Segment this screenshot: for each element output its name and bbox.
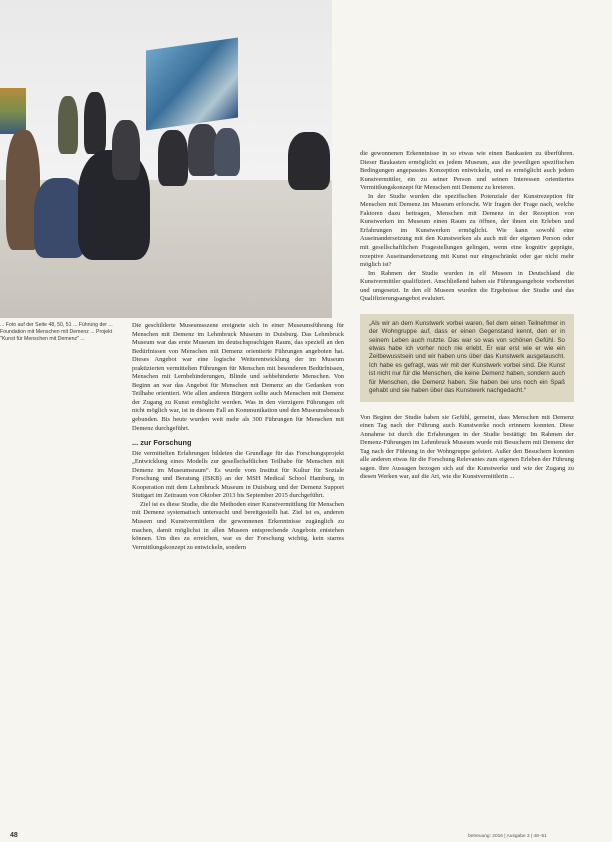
body-paragraph: Von Beginn der Studie haben sie Gefühl, gemeint, dass Menschen mit Demenz einen Tag nach der Führung auch Kunstwerke noch erinnern konnten. Diese Annahme ist durch die Erfahrungen in der Studie bestätigt: Im Rahmen der Demenz-Führungen im Lehmbruck Museum wurde mit Besuchern mit Demenz der Tag nach der Führung in der Wohngruppe gefeiert. Außer den Besuchern konnten alle anderen etwas für die Forschung Relevantes zum eigenen Erleben der Führung sagen. Ihre Aussagen bezogen sich auf die Kunstwerke und wie der Zugang zu diesen Werken war, auf die Art, wie die Kunstvermittlerin ... xyxy=(360,413,574,481)
body-paragraph: Ziel ist es diese Studie, die die Methoden einer Kunstvermittlung für Menschen mit Demenz systematisch untersucht und bereitgestellt hat. Ziel ist es, anderen Museen und Kunstvermittlern die gewonnenen Erkenntnisse zugänglich zu machen, damit möglichst in allen Museen entsprechende Angebote entstehen können. Um dies zu erreichen, war es der Forschung wichtig, kein starres Vermittlungskonzept zu entwickeln, sondern xyxy=(132,500,344,551)
article-column-right xyxy=(360,150,574,482)
body-paragraph: In der Studie wurden die spezifischen Potenziale der Kunstrezeption für Menschen mit Demenz im Museum erforscht. Wir fragen der Frage nach, welche Faktoren dazu beitragen, Menschen mit Demenz in der Rezeption von Kunstwerken im Museum einen Raum zu öffnen, der ihnen ein Erleben und Erfahrungen im Kunstwerken ermöglicht. Wie kann sowohl eine Auseinandersetzung mit den Kunstwerken als auch mit der eigenen Person oder mit gesellschaftlichen Fragestellungen gelingen, wenn eine kognitiv geprägte, rezeptive Auseinandersetzung mit Kunst nur eingeschränkt oder gar nicht mehr möglich ist? xyxy=(360,192,574,269)
photo-visitor xyxy=(112,120,140,180)
photo-visitor xyxy=(158,130,188,186)
photo-artwork xyxy=(146,38,238,131)
pull-quote-box: „Als wir an dem Kunstwerk vorbei waren, fiel dem einen Teilnehmer in der Wohngruppe auf, dass er einen Gegenstand kennt, den er in seinem Leben auch nutzte. Das war so was von schönen Gefühl. So etwas habe ich vorher noch nie erlebt. Er war erst wie er wie ein Zeitbewusstsein und wir haben uns über das Kunstwerk ausgetauscht. Ich habe es gefragt, was wir mit der Kunstwerk vorbei sind. Die Kunst ist nicht nur für die Menschen, die keine Demenz haben, sondern auch für Menschen, die Demenz haben. Sie haben bei uns noch ein Spaß gehabt und sie haben über das Kunstwerk nachgedacht.“ xyxy=(360,314,574,402)
article-column-left xyxy=(132,322,344,552)
body-paragraph: die gewonnenen Erkenntnisse in so etwas wie einen Baukasten zu überführen. Dieser Baukasten ermöglicht es jedem Museum, aus die jeweiligen spezifischen Bedingungen angepasstes Konzeption entwickeln, und es ermöglicht auch jedem Kunstvermittler, ein zu seiner Person und seinen Interessen orientiertes Vermittlungskonzept für Menschen mit Demenz zu kreieren. xyxy=(360,150,574,192)
body-paragraph: Im Rahmen der Studie wurden in elf Museen in Deutschland die Kunstvermittler qualifiziert. Anschließend haben sie Führungsangebote vorbereitet und umgesetzt. In den elf Museen wurden die Ergebnisse der Studie und das Qualifizierungsangebot evaluiert. xyxy=(360,269,574,303)
body-paragraph: Die vermittelten Erfahrungen bildeten die Grundlage für das Forschungsprojekt „Entwicklung eines Modells zur gesellschaftlichen Teilhabe für Menschen mit Demenz im Museumsraum“. Es wurde vom Institut für Kultur für Soziale Forschung und Beratung (ISKB) an der MSH Medical School Hamburg, in Kooperation mit dem Lehmbruck Museum in Duisburg und der Demenz Support Stuttgart im Zeitraum von Oktober 2013 bis September 2015 durchgeführt. xyxy=(132,449,344,500)
gallery-photo xyxy=(0,0,332,318)
photo-guide xyxy=(288,132,330,190)
running-footer: betreuung: 2016 | Ausgabe 3 | 48–51 xyxy=(468,834,547,839)
page-number: 48 xyxy=(10,832,18,839)
body-paragraph: Die geschilderte Museumsszene ereignete sich in einer Museumsführung für Menschen mit Demenz im Lehmbruck Museum in Duisburg. Das Lehmbruck Museum war das erste Museum im deutschsprachigen Raum, das speziell an den Bedürfnissen von Menschen mit Demenz orientierte Führungen angeboten hat. Dieses Angebot war eine logische Weiterentwicklung der im Museum praktizierten vermittelten Führungen für Menschen mit besonderen Bedürfnissen, Menschen mit Lernbehinderungen, Blinde und sehbehinderte Menschen. Von Beginn an war das Angebot für Menschen mit Demenz an die Gedanken von Teilhabe orientiert. Wie allen anderen Bürgern sollte auch Menschen mit Demenz der Zugang zu Kunst ermöglicht werden. Was in den vierzigern Führungen oft nicht möglich war, ist in diesem Fall an Kommunikation und den Museumsbesuch gebunden. Bis heute wurden weit mehr als 300 Führungen für Menschen mit Demenz durchgeführt. xyxy=(132,322,344,432)
photo-visitor xyxy=(84,92,106,154)
photo-artwork-left xyxy=(0,88,26,134)
photo-visitor xyxy=(58,96,78,154)
section-heading: ... zur Forschung xyxy=(132,438,192,448)
photo-visitor xyxy=(214,128,240,176)
photo-caption: ... Foto auf der Seite 48, 50, 51 ... Führung der ... Foundation mit Menschen mit Demenz ... Projekt "Kunst für Menschen mit Demenz" ... xyxy=(0,322,113,343)
